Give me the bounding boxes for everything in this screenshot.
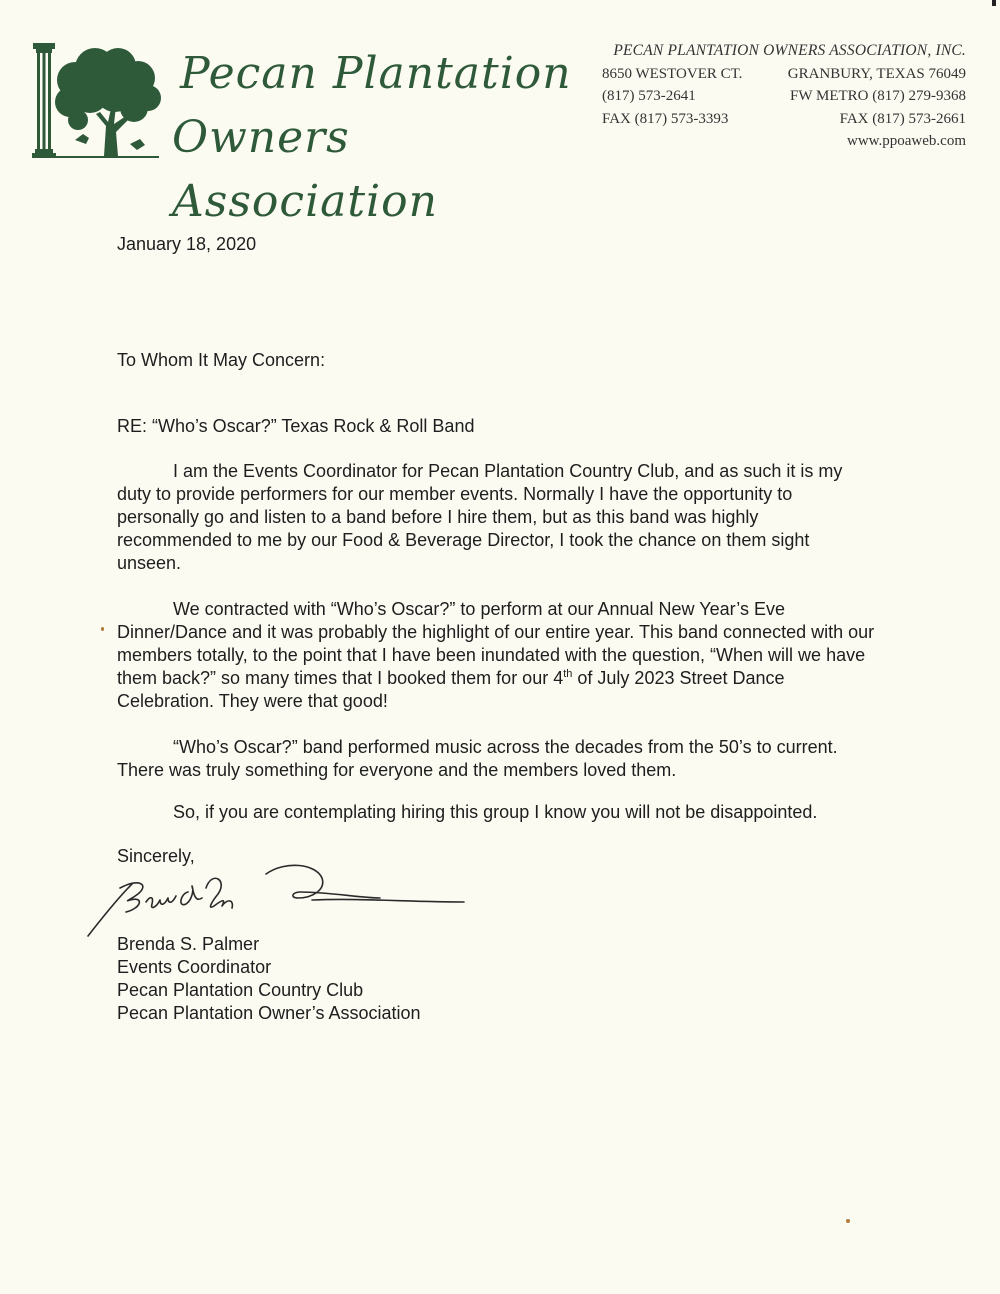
paragraph-2-text-a: We contracted with “Who’s Oscar?” to perform at our Annual New Year’s Eve Dinner/Dance and it was probably the highlight of our entire year. This band connected with our members totally, to the point that I have been inundated with the question, “When will we have them back?” so many times that I booked them for our 4 — [117, 599, 875, 688]
paragraph-2 — [117, 598, 877, 713]
fax-number-2: FAX (817) 573-2661 — [839, 110, 966, 127]
paragraph-3 — [117, 736, 877, 782]
fw-metro-number: FW METRO (817) 279-9368 — [790, 88, 966, 104]
signer-name: Brenda S. Palmer — [117, 934, 260, 954]
oak-tree-pillar-logo-icon — [30, 40, 165, 162]
scan-speck — [846, 1219, 850, 1223]
logotype-line-2: Owners Association — [172, 112, 438, 227]
website-link[interactable]: www.ppoaweb.com — [847, 133, 966, 149]
fax-row — [602, 108, 966, 131]
address-street: 8650 WESTOVER CT. — [602, 65, 743, 82]
signer-org-2: Pecan Plantation Owner’s Association — [117, 1003, 421, 1023]
signer-block — [117, 933, 421, 1025]
letterhead — [0, 0, 1000, 227]
org-name: PECAN PLANTATION OWNERS ASSOCIATION, INC. — [613, 42, 966, 59]
contact-block — [602, 40, 966, 153]
paragraph-4-text: So, if you are contemplating hiring this group I know you will not be disappointed. — [173, 802, 818, 822]
phone-number: (817) 573-2641 — [602, 88, 696, 104]
address-row — [602, 63, 966, 86]
association-logotype — [172, 42, 572, 234]
closing: Sincerely, — [117, 846, 195, 866]
phone-row — [602, 85, 966, 108]
paragraph-1 — [117, 460, 877, 575]
paragraph-3-text: “Who’s Oscar?” band performed music across the decades from the 50’s to current. There was truly something for everyone and the members loved them. — [117, 737, 838, 780]
paragraph-1-text: I am the Events Coordinator for Pecan Plantation Country Club, and as such it is my duty to provide performers for our member events. Normally I have the opportunity to personally go and listen to a band before I hire them, but as this band was highly recommended to me by our Food & Beverage Director, I took the chance on them sight unseen. — [117, 461, 843, 573]
scan-mark — [992, 0, 996, 6]
signer-title: Events Coordinator — [117, 957, 272, 977]
address-city: GRANBURY, TEXAS 76049 — [787, 65, 966, 82]
letter-date: January 18, 2020 — [117, 234, 257, 254]
scan-speck — [101, 627, 104, 631]
handwritten-signature — [80, 848, 480, 938]
ordinal-suffix: th — [563, 668, 573, 680]
salutation: To Whom It May Concern: — [117, 350, 326, 370]
signer-org-1: Pecan Plantation Country Club — [117, 980, 364, 1000]
fax-number-1: FAX (817) 573-3393 — [602, 110, 729, 127]
logotype-line-1: Pecan Plantation — [180, 48, 572, 99]
paragraph-2-text-b: of July 2023 Street Dance Celebration. They were that good! — [117, 668, 785, 711]
paragraph-4 — [117, 801, 877, 824]
subject-line: RE: “Who’s Oscar?” Texas Rock & Roll Band — [117, 416, 475, 436]
